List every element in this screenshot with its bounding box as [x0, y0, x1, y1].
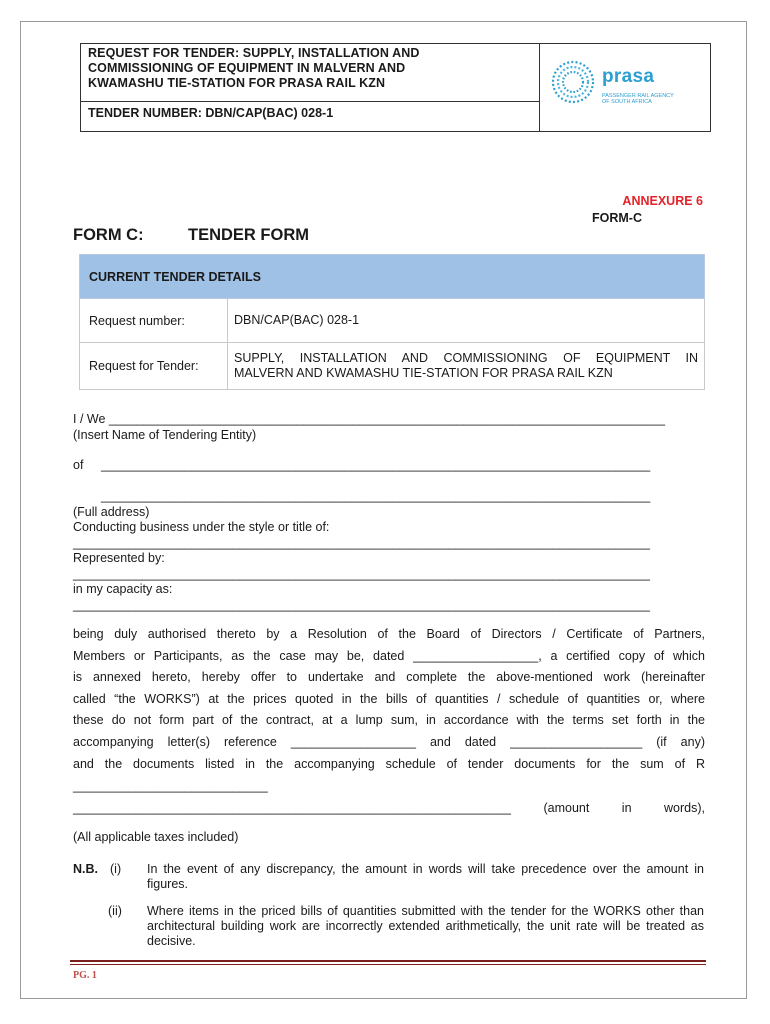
header-divider [81, 101, 539, 102]
represented-by-label: Represented by: [73, 551, 165, 565]
taxes-note: (All applicable taxes included) [73, 830, 239, 844]
request-for-tender-line: SUPPLY, INSTALLATION AND COMMISSIONING OF EQUIPMENT IN [234, 351, 698, 365]
amount-figures-field[interactable]: ____________________________ [73, 779, 268, 793]
tender-title-line: COMMISSIONING OF EQUIPMENT IN MALVERN AND [88, 61, 406, 75]
tender-details-heading: CURRENT TENDER DETAILS [79, 254, 705, 299]
amount-words-field[interactable]: _______________________________________________________________ (amount in words), [73, 801, 705, 815]
offer-paragraph [73, 624, 705, 775]
paragraph-line: called “the WORKS”) at the prices quoted in the bills of quantities / schedule of quantities or, where [73, 691, 705, 706]
prasa-swirl-logo-icon [550, 57, 596, 107]
paragraph-line: Members or Participants, as the case may be, dated __________________, a certified copy of which [73, 648, 705, 663]
tender-number: TENDER NUMBER: DBN/CAP(BAC) 028-1 [88, 106, 334, 120]
capacity-field[interactable]: ___________________________________________________________________________________ [73, 598, 651, 612]
tender-details-table [79, 254, 705, 390]
page-number: PG. 1 [73, 970, 97, 981]
representative-field[interactable]: ___________________________________________________________________________________ [73, 567, 651, 581]
address-line-1[interactable]: _______________________________________________________________________________ [101, 458, 651, 472]
paragraph-line: being duly authorised thereto by a Resolution of the Board of Directors / Certificate of Partners, [73, 627, 705, 641]
nb-item-text: Where items in the priced bills of quantities submitted with the tender for the WORKS other than architectural building work are incorrectly extended arithmetically, the unit rate will be treated as decisive. [147, 904, 704, 948]
table-row [79, 299, 705, 343]
of-label: of [73, 458, 84, 472]
nb-item-number: (ii) [108, 904, 122, 918]
request-for-tender-line: MALVERN AND KWAMASHU TIE-STATION FOR PRASA RAIL KZN [234, 366, 613, 380]
prasa-logo [550, 57, 700, 117]
annexure-label: ANNEXURE 6 [622, 194, 703, 208]
trading-name-field[interactable]: ___________________________________________________________________________________ [73, 536, 651, 550]
request-for-tender-label: Request for Tender: [80, 343, 228, 389]
paragraph-line: these do not form part of the contract, at a lump sum, in accordance with the terms set forth in the [73, 713, 705, 728]
i-we-field[interactable]: I / We ________________________________________________________________________________ [73, 412, 666, 426]
form-heading-right: TENDER FORM [188, 226, 309, 244]
request-number-label: Request number: [80, 299, 228, 342]
table-row [79, 343, 705, 390]
full-address-hint: (Full address) [73, 505, 150, 519]
logo-wordmark: prasa [602, 66, 655, 87]
capacity-label: in my capacity as: [73, 582, 173, 596]
request-number-value: DBN/CAP(BAC) 028-1 [234, 313, 360, 327]
tender-title-line: KWAMASHU TIE-STATION FOR PRASA RAIL KZN [88, 76, 386, 90]
nb-item-number: (i) [110, 862, 122, 876]
nb-label: N.B. [73, 862, 98, 876]
logo-tagline: PASSENGER RAIL AGENCY OF SOUTH AFRICA [602, 93, 674, 105]
insert-name-hint: (Insert Name of Tendering Entity) [73, 428, 257, 442]
form-heading [73, 226, 309, 245]
tender-title-line: REQUEST FOR TENDER: SUPPLY, INSTALLATION AND [88, 46, 420, 60]
address-line-2[interactable]: _______________________________________________________________________________ [101, 489, 651, 503]
conducting-business-label: Conducting business under the style or title of: [73, 520, 330, 534]
nb-item-text: In the event of any discrepancy, the amount in words will take precedence over the amount in figures. [147, 862, 704, 891]
paragraph-line: accompanying letter(s) reference __________________ and dated ___________________ (if any) [73, 734, 705, 749]
tender-title [88, 46, 528, 91]
footer-rule [70, 960, 706, 962]
paragraph-line: is annexed hereto, hereby offer to undertake and complete the above-mentioned work (hereinafter [73, 670, 705, 685]
request-for-tender-value [228, 343, 704, 389]
form-code: FORM-C [592, 211, 642, 225]
tender-title-cell [81, 44, 540, 131]
footer-rule-thin [70, 964, 706, 965]
paragraph-line: and the documents listed in the accompanying schedule of tender documents for the sum of R [73, 756, 705, 771]
form-heading-left: FORM C: [73, 226, 144, 244]
